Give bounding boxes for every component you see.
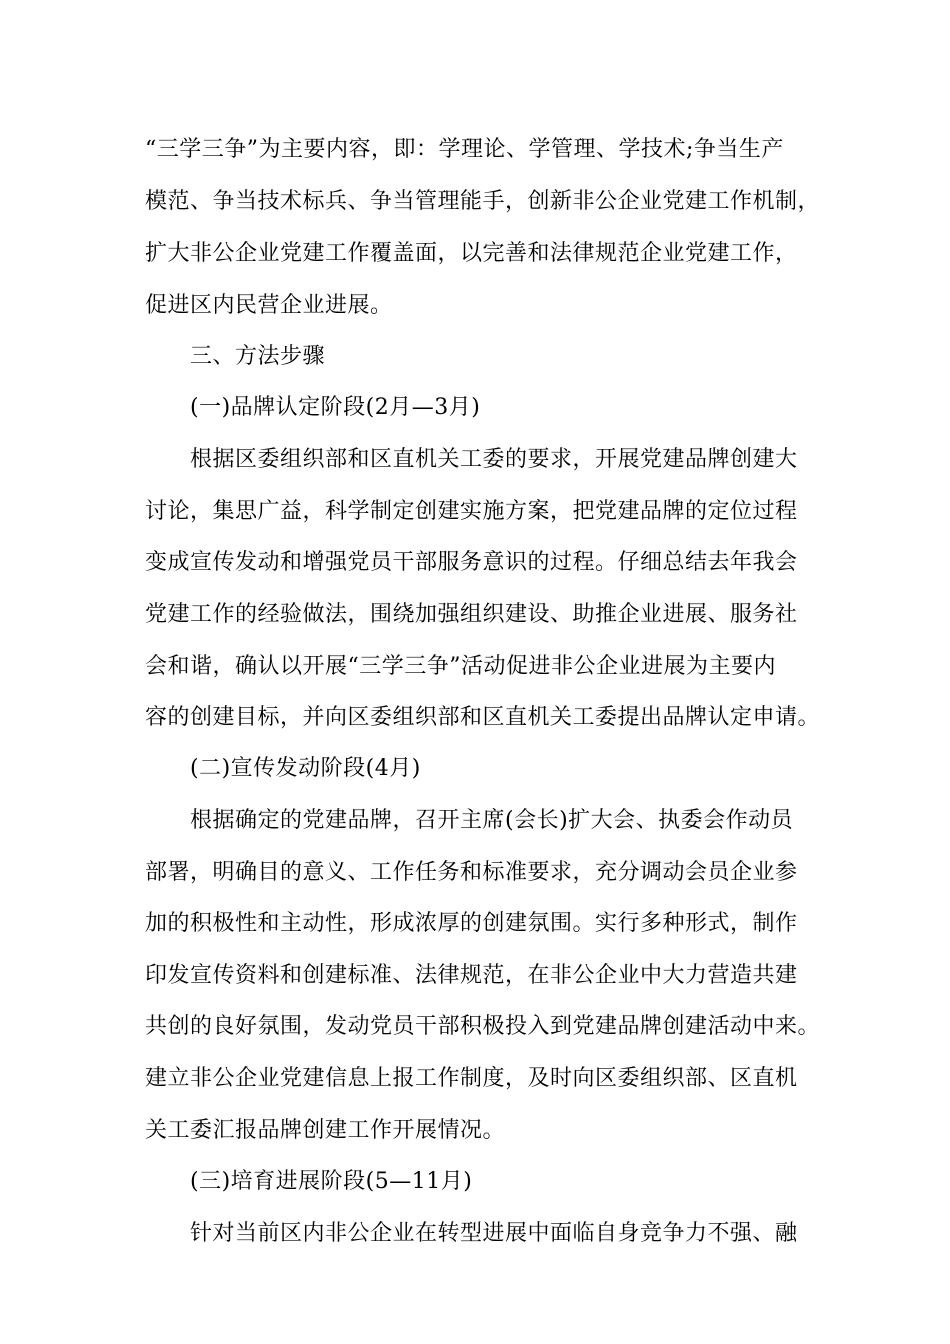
text-line: 印发宣传资料和创建标准、法律规范，在非公企业中大力营造共建 <box>145 963 798 988</box>
text-line: “三学三争”为主要内容，即：学理论、学管理、学技术;争当生产 <box>145 137 784 162</box>
text-line: 促进区内民营企业进展。 <box>145 293 393 318</box>
text-line: 关工委汇报品牌创建工作开展情况。 <box>145 1118 506 1143</box>
text-line: 模范、争当技术标兵、争当管理能手，创新非公企业党建工作机制， <box>145 189 821 214</box>
section-heading: 三、方法步骤 <box>190 344 326 369</box>
text-line: 容的创建目标，并向区委组织部和区直机关工委提出品牌认定申请。 <box>145 705 821 730</box>
text-line: 变成宣传发动和增强党员干部服务意识的过程。仔细总结去年我会 <box>145 550 798 575</box>
text-line: 扩大非公企业党建工作覆盖面，以完善和法律规范企业党建工作， <box>145 241 798 266</box>
text-line: 会和谐，确认以开展“三学三争”活动促进非公企业进展为主要内 <box>145 654 776 679</box>
text-line: 讨论，集思广益，科学制定创建实施方案，把党建品牌的定位过程 <box>145 499 798 524</box>
text-line: 根据区委组织部和区直机关工委的要求，开展党建品牌创建大 <box>190 447 798 472</box>
text-line: 共创的良好氛围，发动党员干部积极投入到党建品牌创建活动中来。 <box>145 1014 821 1039</box>
text-line: 党建工作的经验做法，围绕加强组织建设、助推企业进展、服务社 <box>145 602 798 627</box>
text-line: 加的积极性和主动性，形成浓厚的创建氛围。实行多种形式，制作 <box>145 911 798 936</box>
subsection-heading: (三)培育进展阶段(5—11月) <box>190 1169 473 1194</box>
text-line: 针对当前区内非公企业在转型进展中面临自身竞争力不强、融 <box>190 1221 798 1246</box>
text-line: 建立非公企业党建信息上报工作制度，及时向区委组织部、区直机 <box>145 1066 798 1091</box>
text-line: 根据确定的党建品牌，召开主席(会长)扩大会、执委会作动员 <box>190 808 794 833</box>
text-line: 部署，明确目的意义、工作任务和标准要求，充分调动会员企业参 <box>145 860 798 885</box>
subsection-heading: (一)品牌认定阶段(2月—3月) <box>190 395 481 420</box>
subsection-heading: (二)宣传发动阶段(4月) <box>190 756 421 781</box>
